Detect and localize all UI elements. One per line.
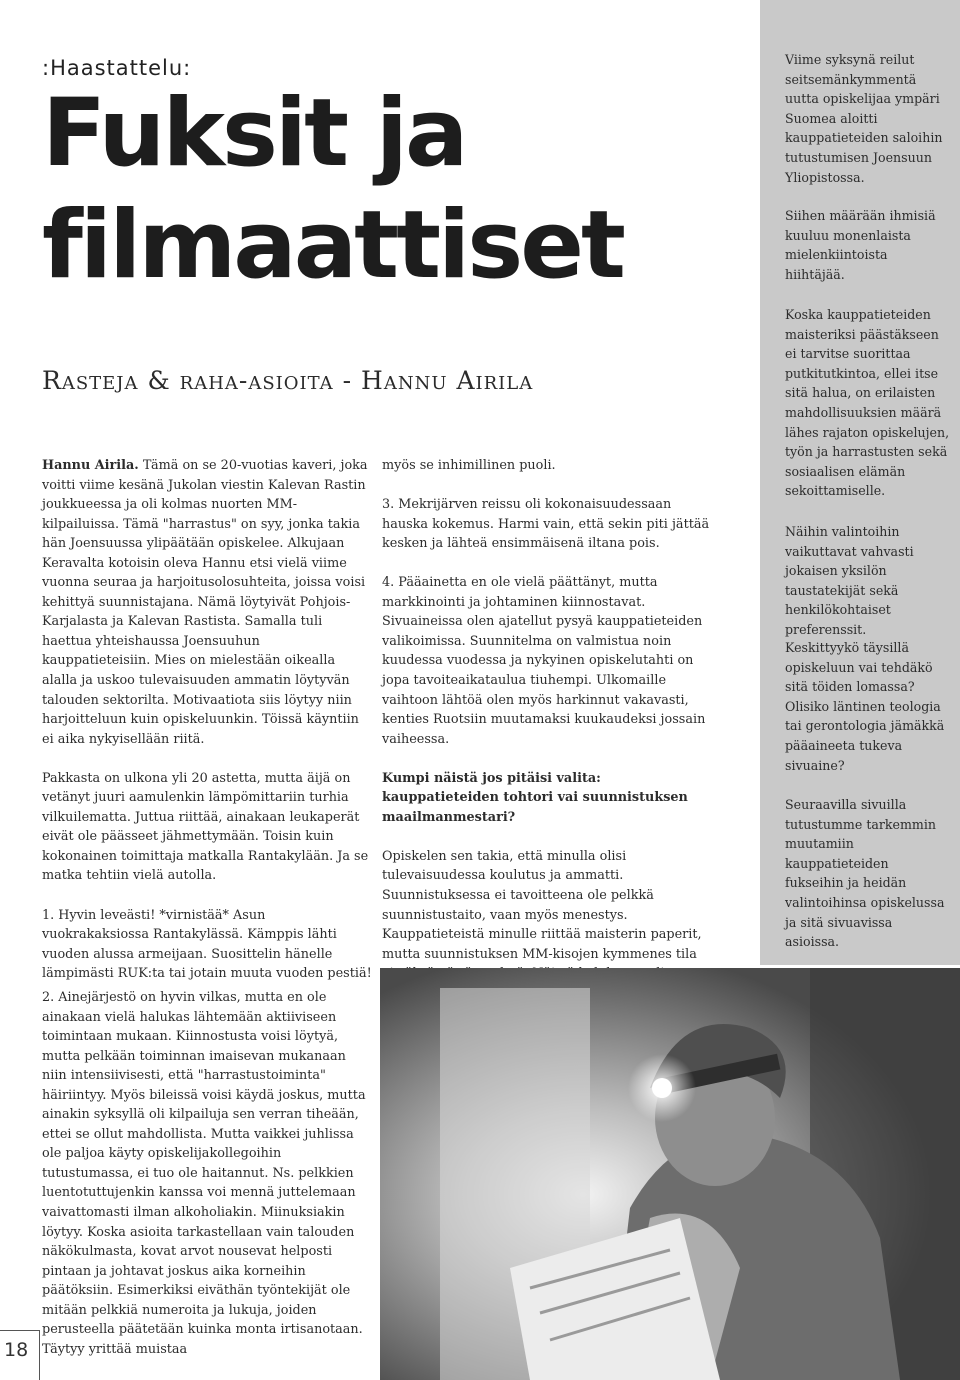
interviewee-photo — [380, 968, 960, 1380]
paragraph-text: Tämä on se 20-vuotias kaveri, joka voitti viime kesänä Jukolan viestin Kalevan Rastin joukkueessa ja oli kolmas nuorten MM-kilpailuissa. Tämä "harrastus" on syy, jonka takia hän Joensuussa ylipäätään opiskelee. Alkujaan Keravalta kotoisin oleva Hannu etsi vielä viime vuonna seuraa ja harjoitusolosuhteita, joissa voisi kehittyä suunnistajana. Nämä löytyivät Pohjois-Karjalasta ja Kalevan Rastista. Samalla tuli haettua yhteishaussa Joensuuhun kauppatieteisiin. Mies on mielestään oikealla alalla ja uskoo tulevaisuuden ammatin löytyvän talouden sektorilta. Motivaatiota siis löytyy niin harjoitteluun kuin opiskeluunkin. Töissä käyntiin ei aika nykyisellään riitä. — [42, 458, 368, 747]
page-number: 18 — [0, 1330, 40, 1380]
article-column-left-bottom — [42, 988, 372, 1359]
sidebar-paragraph: Koska kauppatieteiden maisteriksi päästäkseen ei tarvitse suorittaa putkitutkintoa, ellei itse sitä halua, on erilaisten mahdollisuuksien määrä lähes rajaton opiskelujen, työn ja harrastusten sekä sosiaalisen elämän sekoittamiselle. — [785, 307, 950, 499]
title-line: filmaattiset — [42, 191, 623, 300]
article-paragraph: myös se inhimillinen puoli. — [382, 458, 556, 473]
article-paragraph: 4. Pääainetta en ole vielä päättänyt, mutta markkinointi ja johtaminen kiinnostavat. Sivuaineissa olen ajatellut pysyä kauppatieteiden valikoimissa. Suunnitelma on valmistua noin kuudessa vuodessa ja nykyinen opiskelutahti on jopa tavoiteaikataulua tiuhempi. Ulkomaille vaihtoon lähtöä olen myös harkinnut vakavasti, kenties Ruotsiin muutamaksi kuukaudeksi jossain vaiheessa. — [382, 575, 706, 747]
sidebar-paragraph: Keskittyykö täysillä opiskeluun vai tehdäkö sitä töiden lomassa? Olisiko läntinen teologia tai gerontologia jämäkkä pääaineeta tukeva sivuaine? — [785, 640, 945, 773]
title-line: Fuksit ja — [42, 79, 466, 188]
article-column-left — [42, 456, 372, 984]
photo-illustration — [380, 968, 960, 1380]
interview-question: Kumpi näistä jos pitäisi valita: kauppatieteiden tohtori vai suunnistuksen maailmanmestari? — [382, 770, 688, 825]
sidebar-paragraph: Siihen määrään ihmisiä kuuluu monenlaista mielenkiintoista hiihtäjää. — [785, 208, 936, 282]
sidebar-paragraph: Näihin valintoihin vaikuttavat vahvasti jokaisen yksilön taustatekijät sekä henkilökohtaiset preferenssit. — [785, 524, 914, 637]
article-paragraph: 3. Mekrijärven reissu oli kokonaisuudessaan hauska kokemus. Harmi vain, että sekin piti jättää kesken ja lähteä ensimmäisenä iltana pois. — [382, 497, 710, 552]
interview-subheading: Rasteja & raha-asioita - Hannu Airila — [42, 366, 534, 395]
interviewee-name: Hannu Airila. — [42, 458, 139, 473]
sidebar-paragraph: Viime syksynä reilut seitsemänkymmentä uutta opiskelijaa ympäri Suomea aloitti kauppatieteiden saloihin tutustumisen Joensuun Yliopistossa. — [785, 52, 943, 185]
article-paragraph: 2. Ainejärjestö on hyvin vilkas, mutta en ole ainakaan vielä halukas lähtemään aktiiviseen toimintaan mukaan. Kiinnostusta voisi löytyä, mutta pelkään toiminnan imaisevan mukanaan niin intensiivisesti, että "harrastustoiminta" häiriintyy. Myös bileissä voisi käydä joskus, mutta ainakin syksyllä oli kilpailuja sen verran tiheään, ettei se ollut mahdollista. Mutta vaikkei juhlissa ole paljoa käyty opiskelijakollegoihin tutustumassa, ei tuo ole haitannut. Ns. pelkkien luentotuttujenkin kanssa voi mennä juttelemaan vaivattomasti ilman alkoholiakin. Miinuksiakin löytyy. Koska asioita tarkastellaan vain talouden näkökulmasta, kovat arvot nousevat helposti pintaan ja johtavat joskus aika korneihin päätöksiin. Esimerkiksi eiväthän työntekijät ole mitään pelkkiä numeroita ja lukuja, joiden perusteella päätetään kuinka monta irtisanotaan. Täytyy yrittää muistaa — [42, 990, 366, 1357]
article-paragraph — [42, 456, 372, 749]
article-paragraph: Opiskelen sen takia, että minulla olisi tulevaisuudessa koulutus ja ammatti. Suunnistuksessa ei tavoitteena ole pelkkä suunnistustaito, vaan myös menestys. Kauppatieteistä minulle riittää maisterin paperit, mutta suunnistuksen MM-kisojen kymmenes tila — [382, 848, 702, 962]
article-column-right — [382, 456, 712, 1003]
intro-sidebar — [760, 0, 960, 965]
sidebar-paragraph: Seuraavilla sivuilla tutustumme tarkemmin muutamiin kauppatieteiden fukseihin ja heidän valintoihinsa opiskelussa ja sitä sivuavissa asioissa. — [785, 797, 945, 950]
article-paragraph: Pakkasta on ulkona yli 20 astetta, mutta äijä on vetänyt juuri aamulenkin lämpömittariin turhia vilkuilematta. Juttua riittää, ainakaan leukaperät eivät ole päässeet jähmettymään. Toisin kuin kokonainen toimittaja matkalla Rantakylään. Ja se matka tehtiin vielä autolla. — [42, 770, 369, 884]
section-kicker: :Haastattelu: — [42, 56, 192, 80]
article-paragraph: 1. Hyvin leveästi! *virnistää* Asun vuokrakaksiossa Rantakylässä. Kämppis lähti vuoden alussa armeijaan. Suosittelin hänelle lämpimästi RUK:ta tai jotain muuta vuoden pestiä! — [42, 907, 372, 982]
page-title — [42, 78, 742, 302]
